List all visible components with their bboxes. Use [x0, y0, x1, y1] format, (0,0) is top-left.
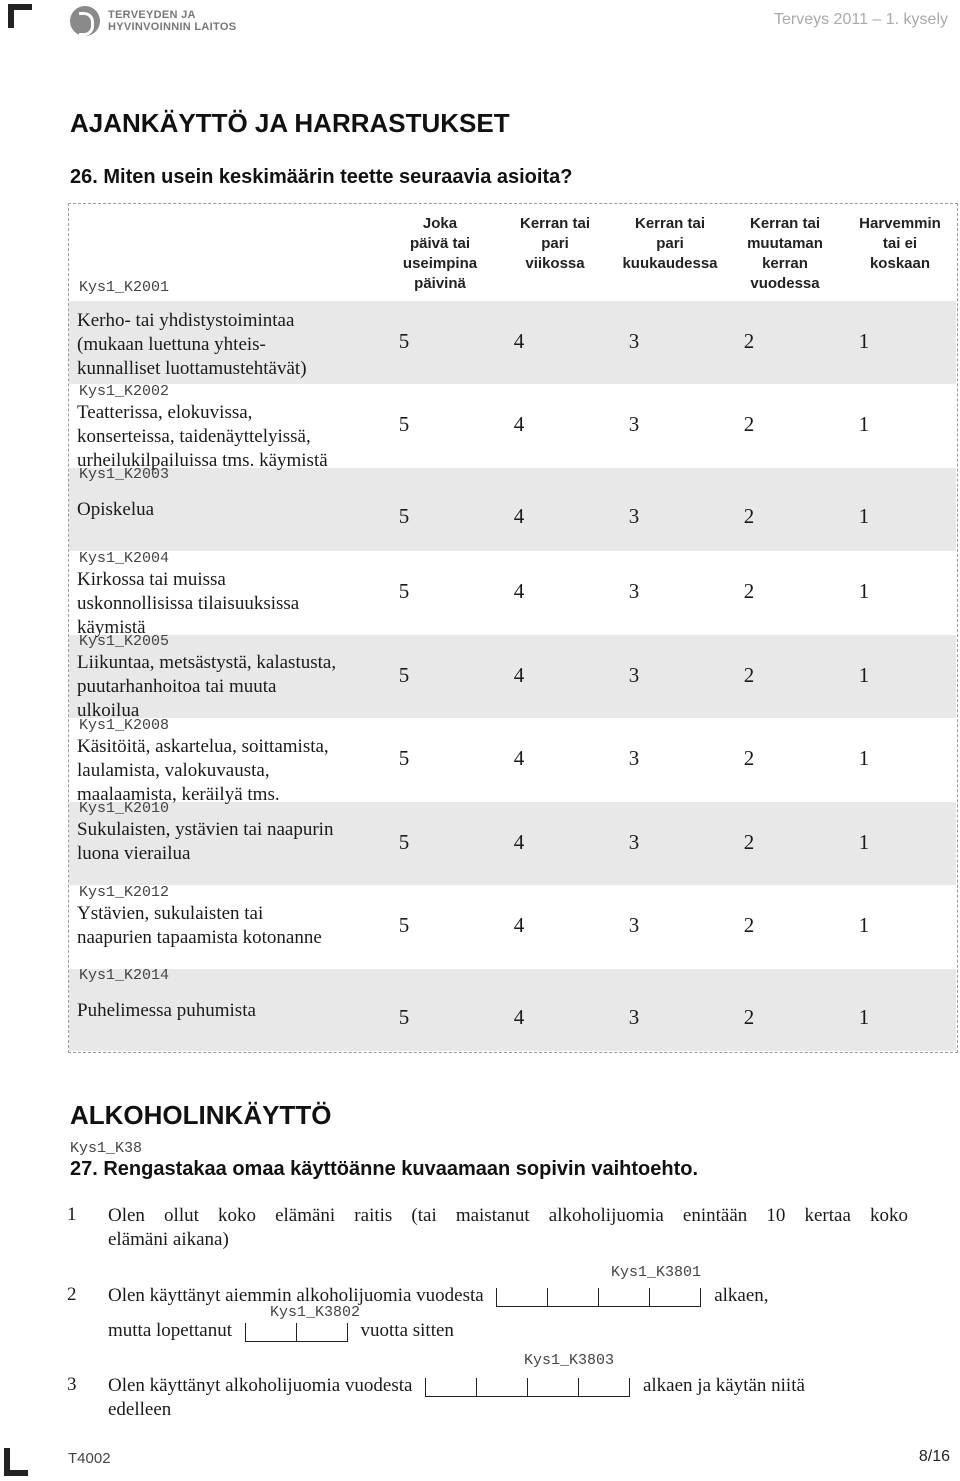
option-2-text-line-1: [108, 1284, 769, 1309]
row-label-line: kunnalliset luottamustehtävät): [77, 358, 307, 379]
score-option-4[interactable]: 4: [513, 579, 525, 604]
row-label-line: Kirkossa tai muissa: [77, 568, 226, 590]
option-1-line-1: Olen ollut koko elämäni raitis (tai maistanut alkoholijuomia enintään 10 kertaa koko: [108, 1205, 908, 1226]
score-option-4[interactable]: 4: [513, 662, 525, 687]
score-option-5[interactable]: 5: [398, 662, 410, 687]
row-label-line: Kerho- tai yhdistystoimintaa: [77, 310, 295, 331]
row-label-line: Ystävien, sukulaisten tai: [77, 902, 264, 924]
survey-title: Terveys 2011 – 1. kysely: [773, 11, 948, 28]
column-header-rarely: Harvemmin tai ei koskaan: [859, 215, 941, 272]
option-3-year-code: Kys1_K3803: [524, 1352, 615, 1369]
column-header-daily: Joka päivä tai useimpina päivinä: [402, 215, 478, 292]
option-3-text-b: alkaen ja käytän niitä: [642, 1375, 805, 1396]
row-label: [77, 651, 336, 723]
option-1-number[interactable]: 1: [67, 1204, 77, 1225]
row-label-line: (mukaan luettuna yhteis-: [77, 334, 266, 355]
page-number: 8/16: [918, 1448, 950, 1465]
score-option-3[interactable]: 3: [628, 913, 640, 938]
row-label: [77, 498, 154, 522]
score-option-2[interactable]: 2: [743, 412, 755, 437]
score-option-5[interactable]: 5: [398, 913, 410, 938]
row-code: Kys1_K2008: [79, 716, 170, 734]
option-2-text-d: vuotta sitten: [360, 1320, 454, 1341]
row-label: [77, 309, 307, 381]
score-option-3[interactable]: 3: [628, 662, 640, 687]
row-label-line: käymistä: [77, 616, 146, 638]
option-2-years-code: Kys1_K3802: [270, 1304, 361, 1321]
score-option-2[interactable]: 2: [743, 503, 755, 528]
row-label: [77, 999, 256, 1023]
activity-frequency-table: [68, 203, 958, 1053]
score-option-5[interactable]: 5: [398, 503, 410, 528]
row-label: [77, 401, 328, 473]
score-option-3[interactable]: 3: [628, 503, 640, 528]
score-option-2[interactable]: 2: [743, 829, 755, 854]
score-option-1[interactable]: 1: [858, 328, 870, 353]
option-2-year-field[interactable]: [496, 1285, 701, 1309]
score-option-1[interactable]: 1: [858, 579, 870, 604]
row-label-line: maalaamista, keräilyä tms.: [77, 783, 280, 805]
score-option-1[interactable]: 1: [858, 913, 870, 938]
score-option-1[interactable]: 1: [858, 829, 870, 854]
section-title-time-use: AJANKÄYTTÖ JA HARRASTUKSET: [70, 108, 510, 138]
column-header-weekly: Kerran tai pari viikossa: [519, 215, 591, 272]
logo-line-2: HYVINVOINNIN LAITOS: [108, 21, 237, 33]
score-option-1[interactable]: 1: [858, 412, 870, 437]
row-code: Kys1_K2005: [79, 633, 170, 650]
row-label-line: naapurien tapaamista kotonanne: [77, 926, 322, 948]
question-27-code: Kys1_K38: [70, 1140, 143, 1157]
score-option-3[interactable]: 3: [628, 1004, 640, 1029]
score-option-3[interactable]: 3: [628, 829, 640, 854]
score-option-1[interactable]: 1: [858, 746, 870, 771]
score-option-5[interactable]: 5: [398, 746, 410, 771]
row-label-line: Sukulaisten, ystävien tai naapurin: [77, 819, 334, 840]
score-option-2[interactable]: 2: [743, 1004, 755, 1029]
row-code: Kys1_K2003: [79, 466, 170, 483]
row-label: [77, 568, 299, 640]
score-option-3[interactable]: 3: [628, 328, 640, 353]
score-option-4[interactable]: 4: [513, 746, 525, 771]
column-header-monthly: Kerran tai pari kuukaudessa: [622, 215, 718, 272]
option-2-year-code: Kys1_K3801: [611, 1264, 702, 1281]
score-option-1[interactable]: 1: [858, 662, 870, 687]
option-2-text-c: mutta lopettanut: [108, 1320, 233, 1341]
score-option-5[interactable]: 5: [398, 1004, 410, 1029]
score-option-2[interactable]: 2: [743, 579, 755, 604]
score-option-4[interactable]: 4: [513, 412, 525, 437]
crop-mark-top-left: [8, 4, 32, 28]
row-label: [77, 735, 329, 807]
score-option-2[interactable]: 2: [743, 328, 755, 353]
row-label-line: Liikuntaa, metsästystä, kalastusta,: [77, 652, 337, 673]
row-label-line: luona vierailua: [77, 843, 191, 864]
score-option-5[interactable]: 5: [398, 829, 410, 854]
option-3-number[interactable]: 3: [67, 1374, 77, 1395]
option-2-number[interactable]: 2: [67, 1284, 77, 1305]
row-code: Kys1_K2014: [79, 967, 170, 984]
form-code: T4002: [68, 1450, 111, 1467]
option-2-text-line-2: [108, 1319, 454, 1344]
score-option-3[interactable]: 3: [628, 746, 640, 771]
score-option-3[interactable]: 3: [628, 579, 640, 604]
score-option-4[interactable]: 4: [513, 1004, 525, 1029]
row-code: Kys1_K2004: [79, 549, 170, 567]
score-option-2[interactable]: 2: [743, 913, 755, 938]
row-code: Kys1_K2002: [79, 382, 170, 400]
row-label: [77, 902, 322, 950]
question-26: 26. Miten usein keskimäärin teette seuraavia asioita?: [70, 166, 573, 188]
option-2-text-a: Olen käyttänyt aiemmin alkoholijuomia vuodesta: [108, 1285, 484, 1306]
row-label-line: Opiskelua: [77, 499, 155, 520]
score-option-4[interactable]: 4: [513, 913, 525, 938]
row-label-line: Käsitöitä, askartelua, soittamista,: [77, 735, 329, 757]
score-option-5[interactable]: 5: [398, 328, 410, 353]
score-option-1[interactable]: 1: [858, 1004, 870, 1029]
institute-logo: [70, 6, 236, 36]
logo-line-1: TERVEYDEN JA: [108, 9, 196, 21]
option-2-years-field[interactable]: [245, 1320, 348, 1344]
score-option-4[interactable]: 4: [513, 829, 525, 854]
option-2-text-b: alkaen,: [714, 1285, 769, 1306]
score-option-3[interactable]: 3: [628, 412, 640, 437]
header-code: Kys1_K2001: [79, 279, 170, 296]
row-label-line: ulkoilua: [77, 700, 140, 721]
option-1-line-2: elämäni aikana): [108, 1229, 229, 1250]
row-label-line: uskonnollisissa tilaisuuksissa: [77, 592, 300, 614]
row-label-line: Puhelimessa puhumista: [77, 1000, 256, 1021]
score-option-5[interactable]: 5: [398, 579, 410, 604]
score-option-1[interactable]: 1: [858, 503, 870, 528]
question-27: 27. Rengastakaa omaa käyttöännе kuvaamaan sopivin vaihtoehto.: [70, 1158, 699, 1180]
option-3-text-line-1: [108, 1374, 805, 1399]
score-option-2[interactable]: 2: [743, 662, 755, 687]
row-label-line: puutarhanhoitoa tai muuta: [77, 676, 277, 697]
institute-logo-icon: [70, 6, 100, 36]
option-3-text-line-2: edelleen: [108, 1399, 172, 1420]
crop-mark-bottom-left: [4, 1448, 28, 1476]
score-option-2[interactable]: 2: [743, 746, 755, 771]
score-option-4[interactable]: 4: [513, 503, 525, 528]
row-label-line: laulamista, valokuvausta,: [77, 759, 270, 781]
row-label-line: konserteissa, taidenäyttelyissä,: [77, 425, 311, 447]
row-label: [77, 818, 333, 866]
score-option-5[interactable]: 5: [398, 412, 410, 437]
row-label-line: urheilukilpailuissa tms. käymistä: [77, 449, 328, 471]
option-1-text[interactable]: [108, 1204, 908, 1252]
section-title-alcohol: ALKOHOLINKÄYTTÖ: [70, 1100, 332, 1130]
column-header-yearly: Kerran tai muutaman kerran vuodessa: [747, 215, 823, 292]
row-label-line: Teatterissa, elokuvissa,: [77, 401, 253, 423]
option-3-text-a: Olen käyttänyt alkoholijuomia vuodesta: [108, 1375, 413, 1396]
row-code: Kys1_K2010: [79, 800, 170, 817]
option-3-year-field[interactable]: [425, 1375, 630, 1399]
row-code: Kys1_K2012: [79, 883, 170, 901]
score-option-4[interactable]: 4: [513, 328, 525, 353]
